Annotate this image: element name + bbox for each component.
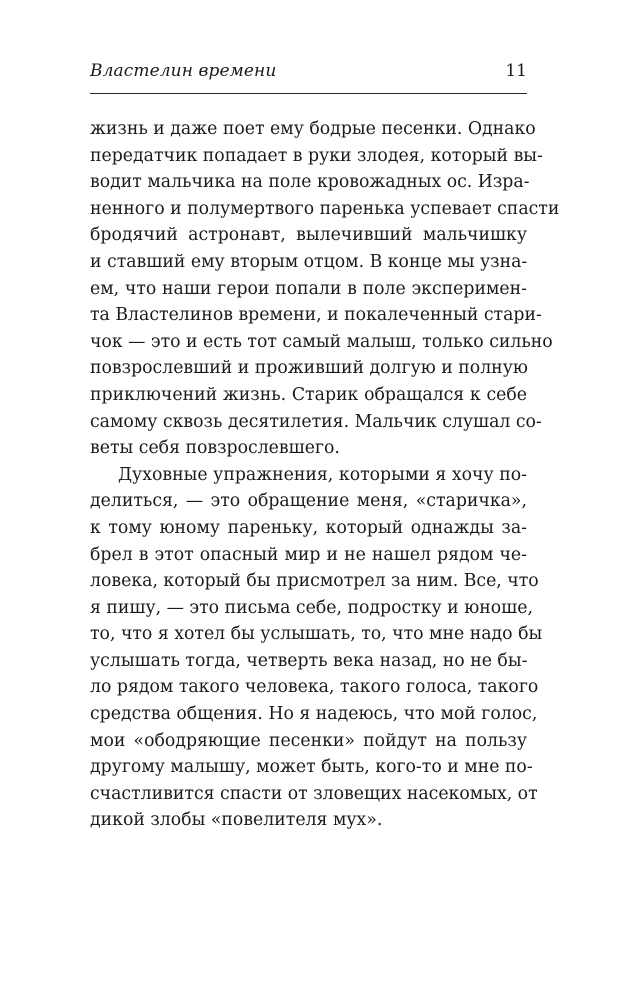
text-line: чок — это и есть тот самый малыш, только сильно (90, 331, 553, 352)
paragraph-1 (90, 116, 560, 462)
text-line: делиться, — это обращение меня, «старичка», (90, 491, 527, 512)
text-line: ненного и полумертвого паренька успевает спасти (90, 198, 560, 219)
text-line: другому малышу, может быть, кого-то и мне по- (90, 757, 533, 778)
page-number: 11 (505, 61, 527, 81)
text-line: счастливится спасти от зловещих насекомых, от (90, 783, 538, 804)
text-line: и ставший ему вторым отцом. В конце мы узна- (90, 251, 528, 272)
text-line: бродячий астронавт, вылечивший мальчишку (90, 225, 527, 246)
text-line: самому сквозь десятилетия. Мальчик слушал со- (90, 411, 542, 432)
text-line: передатчик попадает в руки злодея, который вы- (90, 145, 543, 166)
text-line: жизнь и даже поет ему бодрые песенки. Однако (90, 119, 536, 139)
text-line: мои «ободряющие песенки» пойдут на пользу (90, 730, 527, 751)
text-line: я пишу, — это письма себе, подростку и юноше, (90, 597, 533, 618)
body-text (90, 116, 560, 834)
text-line: ловека, который бы присмотрел за ним. Все, что (90, 571, 539, 592)
text-line: водит мальчика на поле кровожадных ос. Изра- (90, 172, 530, 193)
running-header (90, 58, 527, 84)
text-line: средства общения. Но я надеюсь, что мой голос, (90, 704, 538, 725)
text-line: та Властелинов времени, и покалеченный стари- (90, 305, 542, 326)
text-line: повзрослевший и проживший долгую и полную (90, 358, 528, 379)
header-rule (90, 93, 527, 94)
text-line: приключений жизнь. Старик обращался к себе (90, 384, 527, 405)
text-line: услышать тогда, четверть века назад, но не бы- (90, 650, 528, 671)
paragraph-2 (90, 462, 543, 834)
text-line: ло рядом такого человека, такого голоса, такого (90, 677, 539, 698)
text-line: то, что я хотел бы услышать, то, что мне надо бы (90, 624, 543, 645)
text-line: ем, что наши герои попали в поле эксперимен- (90, 278, 527, 299)
running-title: Властелин времени (90, 61, 277, 81)
text-line: дикой злобы «повелителя мух». (90, 810, 383, 831)
text-line: брел в этот опасный мир и не нашел рядом че- (90, 544, 527, 565)
text-line: к тому юному пареньку, который однажды за- (90, 517, 527, 538)
text-line: Духовные упражнения, которыми я хочу по- (118, 464, 527, 485)
text-line: веты себя повзрослевшего. (90, 438, 340, 459)
